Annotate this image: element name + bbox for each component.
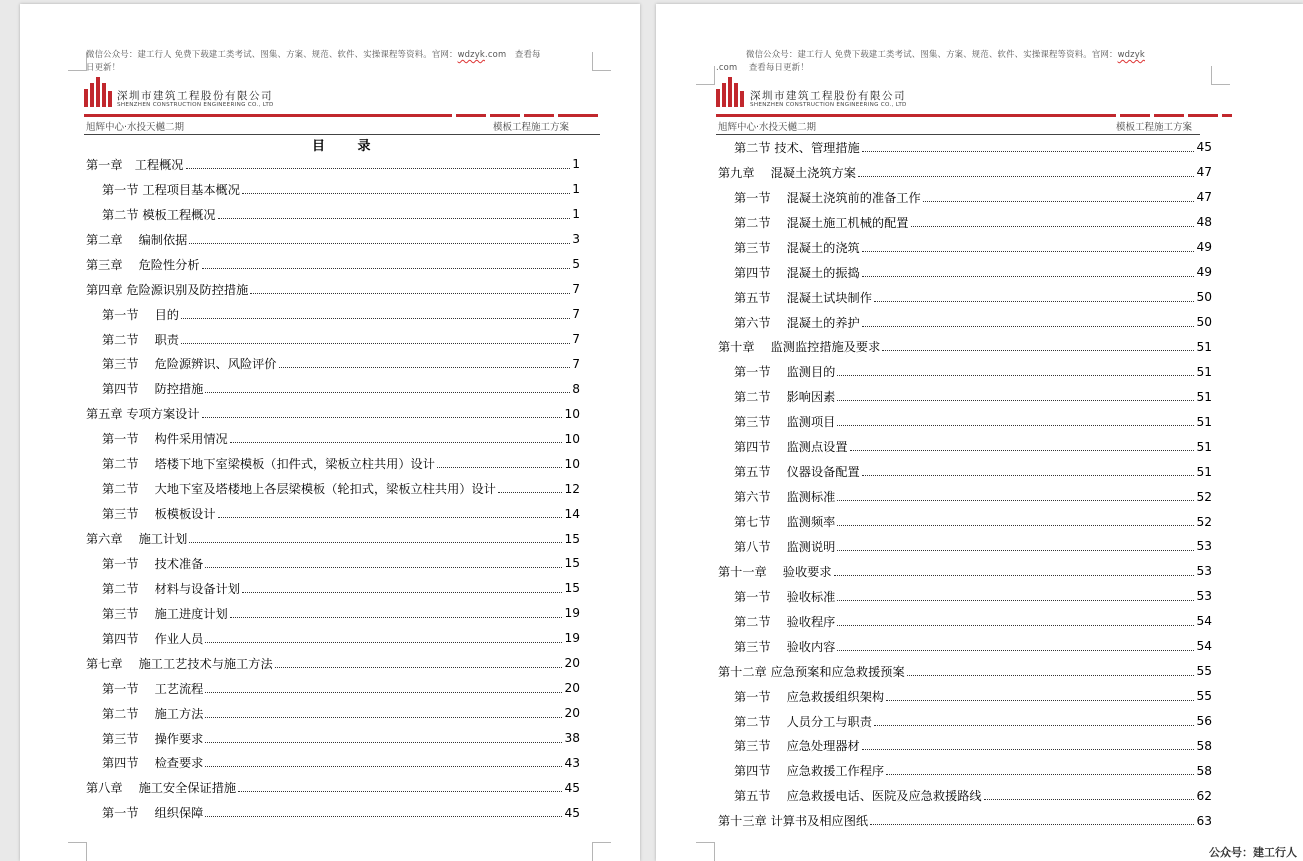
toc-dot-leader bbox=[189, 542, 562, 543]
toc-entry-label: 第二节 技术、管理措施 bbox=[734, 140, 860, 155]
toc-dot-leader bbox=[874, 725, 1195, 726]
toc-entry-label: 第一节 工程项目基本概况 bbox=[102, 182, 240, 197]
toc-dot-leader bbox=[837, 550, 1194, 551]
toc-page-number: 47 bbox=[1196, 165, 1212, 180]
toc-page-number: 7 bbox=[572, 307, 580, 322]
toc-section-entry[interactable] bbox=[718, 210, 1212, 235]
toc-section-entry[interactable] bbox=[718, 235, 1212, 260]
toc-dot-leader bbox=[238, 791, 562, 792]
toc-page-number: 51 bbox=[1196, 464, 1212, 479]
toc-entry-label: 第二节 材料与设备计划 bbox=[102, 581, 240, 596]
toc-dot-leader bbox=[205, 642, 562, 643]
toc-section-entry[interactable] bbox=[86, 676, 580, 701]
toc-page-number: 54 bbox=[1196, 614, 1212, 629]
toc-page-number: 62 bbox=[1196, 788, 1212, 803]
toc-chapter-entry[interactable] bbox=[718, 559, 1212, 584]
toc-page-number: 45 bbox=[564, 780, 580, 795]
margin-mark bbox=[592, 52, 611, 71]
company-logo bbox=[716, 77, 744, 107]
toc-section-entry[interactable] bbox=[718, 484, 1212, 509]
toc-entry-label: 第一节 验收标准 bbox=[734, 589, 836, 604]
toc-dot-leader bbox=[911, 226, 1195, 227]
toc-entry-label: 第二节 施工方法 bbox=[102, 706, 204, 721]
toc-entry-label: 第一节 技术准备 bbox=[102, 556, 204, 571]
toc-chapter-entry[interactable] bbox=[718, 808, 1212, 833]
toc-page-number: 51 bbox=[1196, 339, 1212, 354]
toc-page-number: 15 bbox=[564, 556, 580, 571]
toc-entry-label: 第四节 作业人员 bbox=[102, 631, 204, 646]
toc-section-entry[interactable] bbox=[86, 451, 580, 476]
company-name-en: SHENZHEN CONSTRUCTION ENGINEERING CO., LTD bbox=[117, 102, 274, 108]
company-name: 深圳市建筑工程股份有限公司 bbox=[750, 90, 906, 102]
toc-page-number: 63 bbox=[1196, 813, 1212, 828]
toc-dot-leader bbox=[186, 168, 571, 169]
toc-page-number: 55 bbox=[1196, 664, 1212, 679]
header-red-bar bbox=[456, 114, 486, 117]
toc-dot-leader bbox=[858, 176, 1195, 177]
toc-dot-leader bbox=[837, 600, 1194, 601]
toc-section-entry[interactable] bbox=[718, 384, 1212, 409]
toc-page-number: 19 bbox=[564, 606, 580, 621]
toc-section-entry[interactable] bbox=[86, 202, 580, 227]
toc-dot-leader bbox=[230, 442, 563, 443]
toc-page-number: 53 bbox=[1196, 589, 1212, 604]
toc-section-entry[interactable] bbox=[718, 409, 1212, 434]
toc-section-entry[interactable] bbox=[718, 584, 1212, 609]
toc-entry-label: 第九章 混凝土浇筑方案 bbox=[718, 165, 856, 180]
toc-entry-label: 第四节 防控措施 bbox=[102, 382, 204, 397]
toc-entry-label: 第三节 混凝土的浇筑 bbox=[734, 240, 860, 255]
watermark: 公众号：建工行人 bbox=[1209, 846, 1297, 859]
header-doc-name: 模板工程施工方案 bbox=[1116, 122, 1193, 133]
toc-section-entry[interactable] bbox=[718, 534, 1212, 559]
header-red-bar bbox=[524, 114, 554, 117]
toc-entry-label: 第五章 专项方案设计 bbox=[86, 407, 200, 422]
toc-dot-leader bbox=[837, 650, 1194, 651]
toc-page-number: 5 bbox=[572, 257, 580, 272]
toc-entry-label: 第二节 混凝土施工机械的配置 bbox=[734, 215, 909, 230]
toc-page-number: 1 bbox=[572, 157, 580, 172]
company-name-en: SHENZHEN CONSTRUCTION ENGINEERING CO., LTD bbox=[750, 102, 907, 108]
toc-dot-leader bbox=[862, 151, 1195, 152]
toc-chapter-entry[interactable] bbox=[718, 160, 1212, 185]
toc-page-number: 15 bbox=[564, 531, 580, 546]
margin-mark bbox=[68, 842, 87, 861]
toc-section-entry[interactable] bbox=[86, 800, 580, 825]
toc-entry-label: 第一节 目的 bbox=[102, 307, 179, 322]
toc-dot-leader bbox=[205, 692, 562, 693]
toc-dot-leader bbox=[837, 375, 1194, 376]
toc-section-entry[interactable] bbox=[86, 726, 580, 751]
toc-section-entry[interactable] bbox=[86, 751, 580, 776]
toc-entry-label: 第六节 混凝土的养护 bbox=[734, 315, 860, 330]
website-link[interactable]: wdzyk bbox=[457, 49, 485, 59]
toc-page-number: 53 bbox=[1196, 539, 1212, 554]
toc-chapter-entry[interactable] bbox=[86, 651, 580, 676]
toc-page-number: 38 bbox=[564, 731, 580, 746]
toc-entry-label: 第一节 混凝土浇筑前的准备工作 bbox=[734, 190, 921, 205]
toc-section-entry[interactable] bbox=[86, 352, 580, 377]
toc-section-entry[interactable] bbox=[718, 310, 1212, 335]
toc-dot-leader bbox=[862, 251, 1195, 252]
toc-title: 目 录 bbox=[312, 139, 385, 154]
toc-entry-label: 第一节 构件采用情况 bbox=[102, 432, 228, 447]
toc-page-number: 10 bbox=[564, 456, 580, 471]
toc-dot-leader bbox=[205, 392, 570, 393]
table-of-contents-continued bbox=[718, 135, 1212, 833]
toc-entry-label: 第十章 监测监控措施及要求 bbox=[718, 340, 881, 355]
header-red-bar bbox=[716, 114, 1116, 117]
toc-entry-label: 第一节 组织保障 bbox=[102, 806, 204, 821]
toc-dot-leader bbox=[218, 517, 563, 518]
toc-section-entry[interactable] bbox=[718, 709, 1212, 734]
header-red-bar bbox=[1222, 114, 1232, 117]
toc-page-number: 1 bbox=[572, 182, 580, 197]
toc-entry-label: 第一节 监测目的 bbox=[734, 365, 836, 380]
toc-section-entry[interactable] bbox=[718, 285, 1212, 310]
toc-page-number: 43 bbox=[564, 755, 580, 770]
toc-entry-label: 第二章 编制依据 bbox=[86, 232, 188, 247]
toc-chapter-entry[interactable] bbox=[86, 401, 580, 426]
toc-page-number: 10 bbox=[564, 406, 580, 421]
toc-entry-label: 第七节 监测频率 bbox=[734, 515, 836, 530]
toc-entry-label: 第三节 监测项目 bbox=[734, 415, 836, 430]
toc-entry-label: 第六节 监测标准 bbox=[734, 490, 836, 505]
toc-page-number: 7 bbox=[572, 356, 580, 371]
toc-entry-label: 第三节 应急处理器材 bbox=[734, 739, 860, 754]
toc-dot-leader bbox=[837, 625, 1194, 626]
toc-chapter-entry[interactable] bbox=[86, 775, 580, 800]
toc-dot-leader bbox=[862, 749, 1195, 750]
toc-dot-leader bbox=[862, 475, 1195, 476]
toc-page-number: 10 bbox=[564, 431, 580, 446]
header-doc-name: 模板工程施工方案 bbox=[493, 122, 570, 133]
toc-entry-label: 第八章 施工安全保证措施 bbox=[86, 781, 237, 796]
toc-entry-label: 第三节 施工进度计划 bbox=[102, 606, 228, 621]
toc-entry-label: 第二节 人员分工与职责 bbox=[734, 714, 872, 729]
toc-page-number: 58 bbox=[1196, 738, 1212, 753]
toc-dot-leader bbox=[498, 492, 563, 493]
toc-dot-leader bbox=[907, 675, 1195, 676]
toc-dot-leader bbox=[205, 766, 562, 767]
toc-entry-label: 第二节 塔楼下地下室梁模板（扣件式，梁板立柱共用）设计 bbox=[102, 457, 435, 472]
toc-page-number: 52 bbox=[1196, 489, 1212, 504]
toc-page-number: 54 bbox=[1196, 639, 1212, 654]
toc-page-number: 51 bbox=[1196, 414, 1212, 429]
toc-dot-leader bbox=[837, 400, 1194, 401]
header-red-bar bbox=[490, 114, 520, 117]
toc-entry-label: 第一节 工艺流程 bbox=[102, 681, 204, 696]
toc-entry-label: 第五节 仪器设备配置 bbox=[734, 465, 860, 480]
header-red-bar bbox=[1154, 114, 1184, 117]
toc-page-number: 52 bbox=[1196, 514, 1212, 529]
toc-dot-leader bbox=[205, 816, 562, 817]
toc-dot-leader bbox=[850, 450, 1195, 451]
toc-entry-label: 第二节 大地下室及塔楼地上各层梁模板（轮扣式，梁板立柱共用）设计 bbox=[102, 482, 496, 497]
toc-section-entry[interactable] bbox=[718, 684, 1212, 709]
toc-page-number: 50 bbox=[1196, 315, 1212, 330]
toc-entry-label: 第三节 操作要求 bbox=[102, 731, 204, 746]
toc-entry-label: 第三节 验收内容 bbox=[734, 639, 836, 654]
toc-dot-leader bbox=[862, 276, 1195, 277]
margin-mark bbox=[696, 66, 715, 85]
toc-dot-leader bbox=[886, 700, 1194, 701]
toc-page-number: 20 bbox=[564, 656, 580, 671]
toc-entry-label: 第三章 危险性分析 bbox=[86, 257, 200, 272]
toc-dot-leader bbox=[837, 500, 1194, 501]
header-notice: 微信公众号：建工行人 免费下载建工类考试、图集、方案、规范、软件、实操课程等资料。官网：wdzyk bbox=[746, 49, 1145, 59]
toc-dot-leader bbox=[279, 367, 571, 368]
toc-page-number: 7 bbox=[572, 282, 580, 297]
toc-entry-label: 第四节 检查要求 bbox=[102, 756, 204, 771]
document-page-1 bbox=[20, 4, 640, 861]
toc-dot-leader bbox=[862, 326, 1195, 327]
toc-dot-leader bbox=[242, 592, 563, 593]
toc-entry-label: 第二节 职责 bbox=[102, 332, 179, 347]
toc-entry-label: 第二节 模板工程概况 bbox=[102, 207, 216, 222]
toc-page-number: 48 bbox=[1196, 215, 1212, 230]
toc-dot-leader bbox=[437, 467, 563, 468]
toc-dot-leader bbox=[882, 350, 1194, 351]
toc-entry-label: 第五节 混凝土试块制作 bbox=[734, 290, 872, 305]
toc-page-number: 20 bbox=[564, 681, 580, 696]
toc-page-number: 20 bbox=[564, 706, 580, 721]
toc-page-number: 45 bbox=[564, 805, 580, 820]
toc-page-number: 1 bbox=[572, 207, 580, 222]
company-logo bbox=[84, 77, 112, 107]
header-notice-line2: 日更新！ bbox=[86, 62, 121, 72]
toc-section-entry[interactable] bbox=[718, 359, 1212, 384]
toc-entry-label: 第二节 影响因素 bbox=[734, 390, 836, 405]
toc-page-number: 51 bbox=[1196, 364, 1212, 379]
toc-entry-label: 第二节 验收程序 bbox=[734, 614, 836, 629]
header-project: 旭辉中心·水投天樾二期 bbox=[86, 122, 185, 133]
header-project: 旭辉中心·水投天樾二期 bbox=[718, 122, 817, 133]
toc-section-entry[interactable] bbox=[86, 601, 580, 626]
toc-chapter-entry[interactable] bbox=[718, 659, 1212, 684]
toc-section-entry[interactable] bbox=[86, 177, 580, 202]
toc-page-number: 51 bbox=[1196, 389, 1212, 404]
toc-chapter-entry[interactable] bbox=[86, 277, 580, 302]
toc-page-number: 50 bbox=[1196, 290, 1212, 305]
toc-dot-leader bbox=[837, 525, 1194, 526]
header-notice: 微信公众号：建工行人 免费下载建工类考试、图集、方案、规范、软件、实操课程等资料。官网：wdzyk.com 查看每 bbox=[86, 49, 541, 59]
toc-entry-label: 第十二章 应急预案和应急救援预案 bbox=[718, 664, 905, 679]
toc-page-number: 56 bbox=[1196, 714, 1212, 729]
document-page-2 bbox=[656, 4, 1303, 861]
toc-dot-leader bbox=[205, 742, 562, 743]
toc-page-number: 55 bbox=[1196, 689, 1212, 704]
toc-section-entry[interactable] bbox=[86, 426, 580, 451]
toc-chapter-entry[interactable] bbox=[718, 335, 1212, 360]
toc-dot-leader bbox=[834, 575, 1195, 576]
toc-entry-label: 第十三章 计算书及相应图纸 bbox=[718, 814, 869, 829]
toc-dot-leader bbox=[230, 617, 563, 618]
toc-entry-label: 第四章 危险源识别及防控措施 bbox=[86, 282, 249, 297]
toc-entry-label: 第四节 应急救援工作程序 bbox=[734, 764, 885, 779]
toc-section-entry[interactable] bbox=[718, 185, 1212, 210]
toc-dot-leader bbox=[181, 343, 570, 344]
toc-page-number: 45 bbox=[1196, 140, 1212, 155]
toc-page-number: 3 bbox=[572, 232, 580, 247]
toc-entry-label: 第三节 板模板设计 bbox=[102, 507, 216, 522]
toc-section-entry[interactable] bbox=[86, 327, 580, 352]
toc-dot-leader bbox=[205, 567, 562, 568]
toc-section-entry[interactable] bbox=[718, 758, 1212, 783]
toc-page-number: 7 bbox=[572, 332, 580, 347]
toc-section-entry[interactable] bbox=[86, 302, 580, 327]
toc-dot-leader bbox=[202, 268, 571, 269]
header-red-bar bbox=[1188, 114, 1218, 117]
company-name: 深圳市建筑工程股份有限公司 bbox=[117, 90, 273, 102]
toc-dot-leader bbox=[202, 417, 563, 418]
toc-entry-label: 第一章 工程概况 bbox=[86, 157, 184, 172]
toc-page-number: 58 bbox=[1196, 763, 1212, 778]
toc-section-entry[interactable] bbox=[86, 576, 580, 601]
toc-page-number: 8 bbox=[572, 381, 580, 396]
toc-page-number: 53 bbox=[1196, 564, 1212, 579]
toc-dot-leader bbox=[189, 243, 570, 244]
toc-dot-leader bbox=[923, 201, 1195, 202]
toc-page-number: 14 bbox=[564, 506, 580, 521]
toc-entry-label: 第四节 混凝土的振捣 bbox=[734, 265, 860, 280]
toc-page-number: 51 bbox=[1196, 439, 1212, 454]
toc-page-number: 49 bbox=[1196, 265, 1212, 280]
toc-dot-leader bbox=[870, 824, 1194, 825]
toc-section-entry[interactable] bbox=[86, 626, 580, 651]
toc-page-number: 47 bbox=[1196, 190, 1212, 205]
toc-chapter-entry[interactable] bbox=[86, 252, 580, 277]
toc-section-entry[interactable] bbox=[718, 783, 1212, 808]
toc-entry-label: 第四节 监测点设置 bbox=[734, 440, 848, 455]
header-red-bar bbox=[84, 114, 452, 117]
toc-section-entry[interactable] bbox=[718, 634, 1212, 659]
table-of-contents bbox=[86, 152, 580, 825]
margin-mark bbox=[592, 842, 611, 861]
toc-section-entry[interactable] bbox=[718, 609, 1212, 634]
toc-dot-leader bbox=[837, 425, 1194, 426]
margin-mark bbox=[68, 52, 87, 71]
toc-section-entry[interactable] bbox=[86, 376, 580, 401]
header-red-bar bbox=[1120, 114, 1150, 117]
toc-dot-leader bbox=[205, 717, 562, 718]
toc-dot-leader bbox=[886, 774, 1194, 775]
toc-entry-label: 第八节 监测说明 bbox=[734, 539, 836, 554]
toc-section-entry[interactable] bbox=[86, 501, 580, 526]
toc-entry-label: 第六章 施工计划 bbox=[86, 532, 188, 547]
margin-mark bbox=[696, 842, 715, 861]
toc-dot-leader bbox=[218, 218, 571, 219]
toc-section-entry[interactable] bbox=[718, 434, 1212, 459]
toc-section-entry[interactable] bbox=[718, 260, 1212, 285]
toc-section-entry[interactable] bbox=[718, 734, 1212, 759]
toc-dot-leader bbox=[242, 193, 570, 194]
toc-entry-label: 第三节 危险源辨识、风险评价 bbox=[102, 357, 277, 372]
toc-entry-label: 第十一章 验收要求 bbox=[718, 564, 832, 579]
toc-chapter-entry[interactable] bbox=[86, 227, 580, 252]
toc-section-entry[interactable] bbox=[86, 551, 580, 576]
toc-chapter-entry[interactable] bbox=[86, 152, 580, 177]
toc-dot-leader bbox=[275, 667, 563, 668]
toc-page-number: 19 bbox=[564, 631, 580, 646]
toc-page-number: 12 bbox=[564, 481, 580, 496]
toc-section-entry[interactable] bbox=[718, 135, 1212, 160]
toc-page-number: 49 bbox=[1196, 240, 1212, 255]
toc-dot-leader bbox=[181, 318, 570, 319]
toc-section-entry[interactable] bbox=[718, 509, 1212, 534]
toc-section-entry[interactable] bbox=[86, 701, 580, 726]
margin-mark bbox=[1211, 66, 1230, 85]
toc-entry-label: 第五节 应急救援电话、医院及应急救援路线 bbox=[734, 789, 982, 804]
toc-dot-leader bbox=[984, 799, 1195, 800]
website-link[interactable]: wdzyk bbox=[1117, 49, 1145, 59]
toc-entry-label: 第七章 施工工艺技术与施工方法 bbox=[86, 656, 273, 671]
toc-page-number: 15 bbox=[564, 581, 580, 596]
toc-section-entry[interactable] bbox=[86, 476, 580, 501]
toc-chapter-entry[interactable] bbox=[86, 526, 580, 551]
toc-section-entry[interactable] bbox=[718, 459, 1212, 484]
header-notice-line2: .com 查看每日更新！ bbox=[716, 62, 809, 72]
toc-entry-label: 第一节 应急救援组织架构 bbox=[734, 689, 885, 704]
toc-dot-leader bbox=[874, 301, 1195, 302]
toc-dot-leader bbox=[250, 293, 570, 294]
header-red-bar bbox=[558, 114, 598, 117]
